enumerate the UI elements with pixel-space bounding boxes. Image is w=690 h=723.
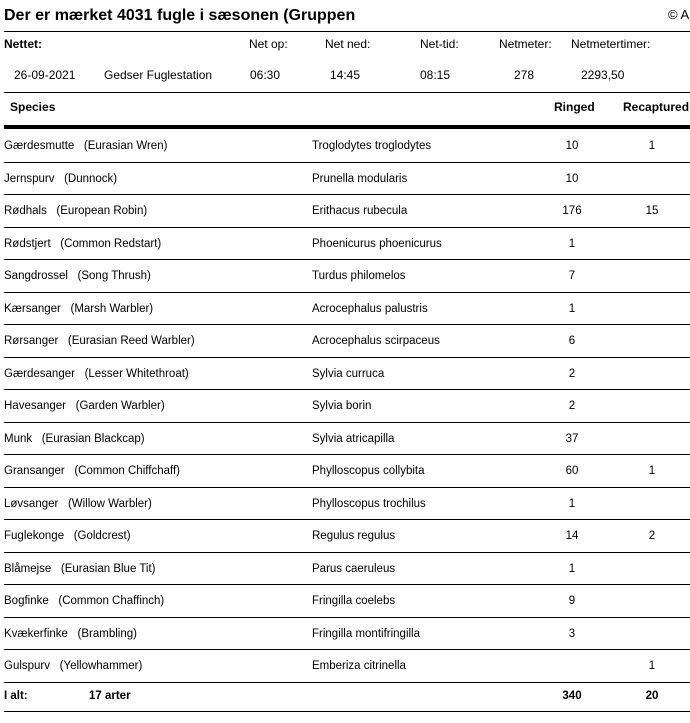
ringed-column-header: Ringed	[554, 100, 595, 114]
recaptured-count: 2	[648, 530, 656, 542]
species-name	[4, 270, 151, 282]
species-danish-name: Bogfinke	[4, 595, 49, 607]
ringed-count: 37	[565, 432, 579, 445]
net-station: Gedser Fuglestation	[104, 68, 213, 82]
table-row	[4, 358, 690, 391]
table-row	[4, 195, 690, 228]
species-name	[4, 660, 142, 672]
recaptured-count: 1	[648, 465, 656, 477]
species-name	[4, 563, 156, 575]
species-name	[4, 498, 152, 510]
table-row	[4, 228, 690, 261]
species-name	[4, 335, 195, 347]
species-latin-name: Regulus regulus	[312, 530, 396, 542]
table-row	[4, 488, 690, 521]
species-name	[4, 628, 137, 640]
net-op-value: 06:30	[250, 68, 281, 82]
ringed-count: 60	[565, 465, 579, 477]
ringed-count: 14	[565, 530, 579, 542]
species-danish-name: Gransanger	[4, 465, 65, 477]
table-row	[4, 520, 690, 553]
species-latin-name: Acrocephalus scirpaceus	[312, 335, 440, 347]
species-latin-name: Fringilla montifringilla	[312, 627, 421, 640]
species-english-name: (Eurasian Reed Warbler)	[67, 335, 195, 347]
species-danish-name: Rødstjert	[4, 237, 51, 250]
net-ned-header: Net ned:	[325, 37, 371, 51]
species-latin-name: Sylvia atricapilla	[312, 432, 395, 445]
net-date: 26-09-2021	[14, 68, 76, 82]
ringed-count: 2	[568, 367, 576, 380]
species-danish-name: Sangdrossel	[4, 270, 68, 282]
net-tid-value: 08:15	[420, 68, 451, 82]
totals-species-count: 17 arter	[89, 690, 131, 702]
species-name	[4, 238, 161, 250]
species-name	[4, 303, 153, 315]
species-latin-name: Phylloscopus trochilus	[312, 497, 426, 510]
species-name	[4, 465, 180, 477]
species-danish-name: Jernspurv	[4, 172, 55, 185]
netmetertimer-value: 2293,50	[581, 68, 625, 82]
ringed-count: 176	[562, 205, 582, 217]
species-name	[4, 173, 117, 185]
species-english-name: (Willow Warbler)	[67, 497, 152, 510]
ringed-count: 1	[568, 497, 576, 510]
page-title: Der er mærket 4031 fugle i sæsonen (Gruppen	[4, 7, 356, 24]
species-english-name: (Common Redstart)	[60, 237, 162, 250]
species-danish-name: Rørsanger	[4, 335, 59, 347]
species-latin-name: Prunella modularis	[312, 172, 408, 185]
copyright-mark: © A	[668, 7, 690, 22]
recaptured-column-header: Recaptured	[623, 100, 690, 114]
species-danish-name: Rødhals	[4, 205, 47, 217]
table-row	[4, 423, 690, 456]
species-english-name: (Goldcrest)	[73, 530, 131, 542]
table-row	[4, 260, 690, 293]
species-name	[4, 205, 147, 217]
totals-recaptured: 20	[645, 690, 659, 702]
species-danish-name: Fuglekonge	[4, 530, 65, 542]
species-english-name: (Eurasian Blue Tit)	[60, 562, 156, 575]
ringed-count: 7	[568, 270, 576, 282]
species-latin-name: Phylloscopus collybita	[312, 465, 425, 477]
table-row	[4, 455, 690, 488]
species-latin-name: Acrocephalus palustris	[312, 302, 428, 315]
footer-divider	[4, 711, 690, 712]
species-name	[4, 530, 131, 542]
species-latin-name: Erithacus rubecula	[312, 205, 408, 217]
table-row	[4, 325, 690, 358]
species-english-name: (Eurasian Blackcap)	[41, 432, 145, 445]
net-ned-value: 14:45	[330, 68, 361, 82]
title-divider	[4, 31, 690, 32]
species-name	[4, 400, 165, 412]
net-label: Nettet:	[4, 37, 42, 51]
recaptured-count: 1	[648, 140, 656, 152]
recaptured-count: 1	[648, 660, 656, 672]
species-latin-name: Troglodytes troglodytes	[312, 140, 432, 152]
species-name	[4, 140, 167, 152]
ringed-count: 2	[568, 400, 576, 412]
species-english-name: (Common Chaffinch)	[58, 595, 165, 607]
species-latin-name: Fringilla coelebs	[312, 595, 396, 607]
species-danish-name: Munk	[4, 432, 33, 445]
species-english-name: (Lesser Whitethroat)	[84, 367, 189, 380]
netmetertimer-header: Netmetertimer:	[571, 37, 651, 51]
species-danish-name: Gærdesanger	[4, 367, 75, 380]
species-english-name: (Garden Warbler)	[75, 400, 165, 412]
species-latin-name: Phoenicurus phoenicurus	[312, 237, 442, 250]
species-danish-name: Kvækerfinke	[4, 627, 68, 640]
table-row	[4, 618, 690, 651]
ringed-count: 1	[568, 562, 576, 575]
species-name	[4, 595, 164, 607]
ringed-count: 1	[568, 237, 576, 250]
table-row	[4, 130, 690, 163]
species-danish-name: Løvsanger	[4, 497, 59, 510]
species-latin-name: Sylvia borin	[312, 400, 372, 412]
table-row	[4, 553, 690, 586]
table-row	[4, 650, 690, 683]
net-tid-header: Net-tid:	[420, 37, 459, 51]
species-english-name: (Dunnock)	[64, 172, 118, 185]
netmeter-header: Netmeter:	[499, 37, 552, 51]
ringed-count: 9	[568, 595, 576, 607]
table-row	[4, 163, 690, 196]
ringed-count: 3	[568, 627, 576, 640]
species-name	[4, 433, 145, 445]
ringed-count: 6	[568, 335, 576, 347]
totals-row	[0, 683, 690, 711]
table-header-rule	[4, 125, 690, 129]
totals-ringed: 340	[562, 690, 582, 702]
species-english-name: (Eurasian Wren)	[83, 140, 168, 152]
species-danish-name: Gulspurv	[4, 660, 51, 672]
species-latin-name: Emberiza citrinella	[312, 660, 406, 672]
ringed-count: 10	[565, 140, 579, 152]
species-danish-name: Gærdesmutte	[4, 140, 75, 152]
species-english-name: (European Robin)	[56, 205, 148, 217]
species-danish-name: Kærsanger	[4, 302, 61, 315]
species-english-name: (Marsh Warbler)	[70, 302, 154, 315]
species-name	[4, 368, 189, 380]
table-row	[4, 293, 690, 326]
header-divider	[4, 92, 690, 93]
table-row	[4, 585, 690, 618]
recaptured-count: 15	[645, 205, 659, 217]
species-danish-name: Havesanger	[4, 400, 67, 412]
species-table	[0, 130, 690, 683]
species-latin-name: Sylvia curruca	[312, 367, 385, 380]
species-latin-name: Parus caeruleus	[312, 562, 396, 575]
species-danish-name: Blåmejse	[4, 562, 52, 575]
ringed-count: 10	[565, 172, 579, 185]
netmeter-value: 278	[514, 68, 535, 82]
species-column-header: Species	[10, 100, 56, 114]
species-english-name: (Common Chiffchaff)	[74, 465, 180, 477]
ringed-count: 1	[568, 302, 576, 315]
net-op-header: Net op:	[249, 37, 288, 51]
species-latin-name: Turdus philomelos	[312, 270, 406, 282]
species-english-name: (Song Thrush)	[77, 270, 151, 282]
species-english-name: (Brambling)	[77, 627, 137, 640]
totals-label: I alt:	[4, 690, 28, 702]
species-english-name: (Yellowhammer)	[59, 660, 143, 672]
table-row	[4, 390, 690, 423]
